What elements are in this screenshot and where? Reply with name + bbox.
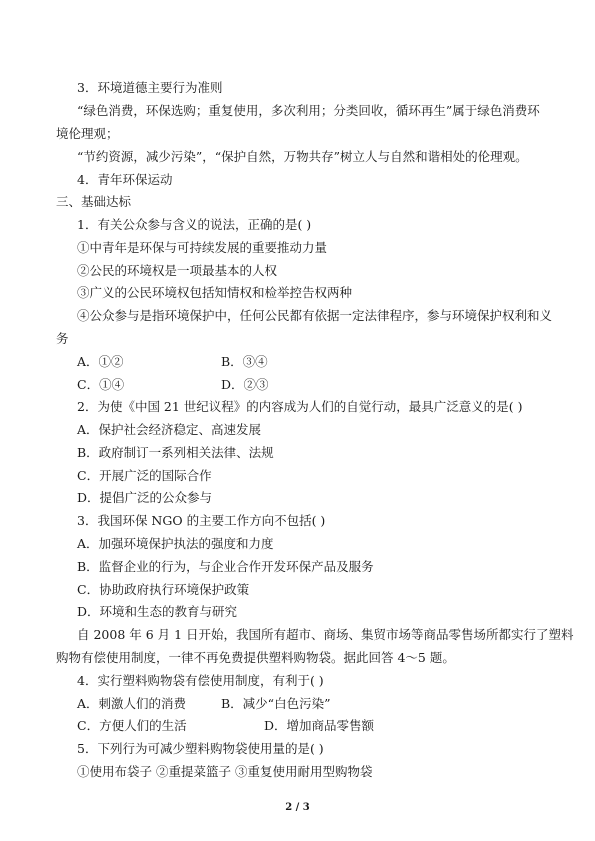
option-d: D．提倡广泛的公众参与	[77, 490, 213, 505]
statement-4: ④公众参与是指环境保护中，任何公民都有依据一定法律程序，参与环境保护权利和义	[77, 308, 553, 323]
option-d: D．②③	[221, 377, 269, 392]
text-line: “节约资源，减少污染”，“保护自然，万物共存”树立人与自然和谐相处的伦理观。	[77, 149, 528, 164]
question-5: 5．下列行为可减少塑料购物袋使用量的是( )	[77, 741, 324, 756]
option-b: B．③④	[221, 354, 268, 369]
question-3: 3．我国环保 NGO 的主要工作方向不包括( )	[77, 513, 326, 528]
passage-line: 自 2008 年 6 月 1 日开始，我国所有超市、商场、集贸市场等商品零售场所都实行了塑料	[77, 627, 574, 642]
text-line: 境伦理观；	[56, 126, 119, 141]
option-c: C．①④	[77, 377, 125, 392]
text-line: 4．青年环保运动	[77, 172, 173, 187]
statement-1: ①中青年是环保与可持续发展的重要推动力量	[77, 240, 328, 255]
option-b: B．监督企业的行为，与企业合作开发环保产品及服务	[77, 559, 374, 574]
text-line: 务	[56, 331, 69, 346]
option-a: A．加强环境保护执法的强度和力度	[77, 536, 274, 551]
text-line: “绿色消费，环保选购；重复使用，多次利用；分类回收，循环再生”属于绿色消费环	[77, 103, 540, 118]
statement-2: ②公民的环境权是一项最基本的人权	[77, 263, 278, 278]
option-b: B．减少“白色污染”	[221, 696, 331, 711]
statement-line: ①使用布袋子 ②重提菜篮子 ③重复使用耐用型购物袋	[77, 764, 373, 779]
passage-line: 购物有偿使用制度，一律不再免费提供塑料购物袋。据此回答 4～5 题。	[56, 650, 455, 665]
option-c: C．协助政府执行环境保护政策	[77, 582, 250, 597]
option-d: D．增加商品零售额	[264, 718, 375, 733]
question-4: 4．实行塑料购物袋有偿使用制度，有利于( )	[77, 673, 324, 688]
option-a: A．刺激人们的消费	[77, 696, 187, 711]
option-c: C．开展广泛的国际合作	[77, 468, 212, 483]
question-2: 2．为使《中国 21 世纪议程》的内容成为人们的自觉行动，最具广泛意义的是( )	[77, 399, 523, 414]
page-number: 2 / 3	[285, 802, 310, 813]
option-d: D．环境和生态的教育与研究	[77, 604, 238, 619]
statement-3: ③广义的公民环境权包括知情权和检举控告权两种	[77, 285, 353, 300]
option-b: B．政府制订一系列相关法律、法规	[77, 445, 274, 460]
text-line: 3．环境道德主要行为准则	[77, 80, 223, 95]
option-a: A．①②	[77, 354, 124, 369]
question-1: 1．有关公众参与含义的说法，正确的是( )	[77, 217, 312, 232]
option-a: A．保护社会经济稳定、高速发展	[77, 422, 262, 437]
option-c: C．方便人们的生活	[77, 718, 187, 733]
section-heading: 三、基础达标	[56, 194, 132, 209]
